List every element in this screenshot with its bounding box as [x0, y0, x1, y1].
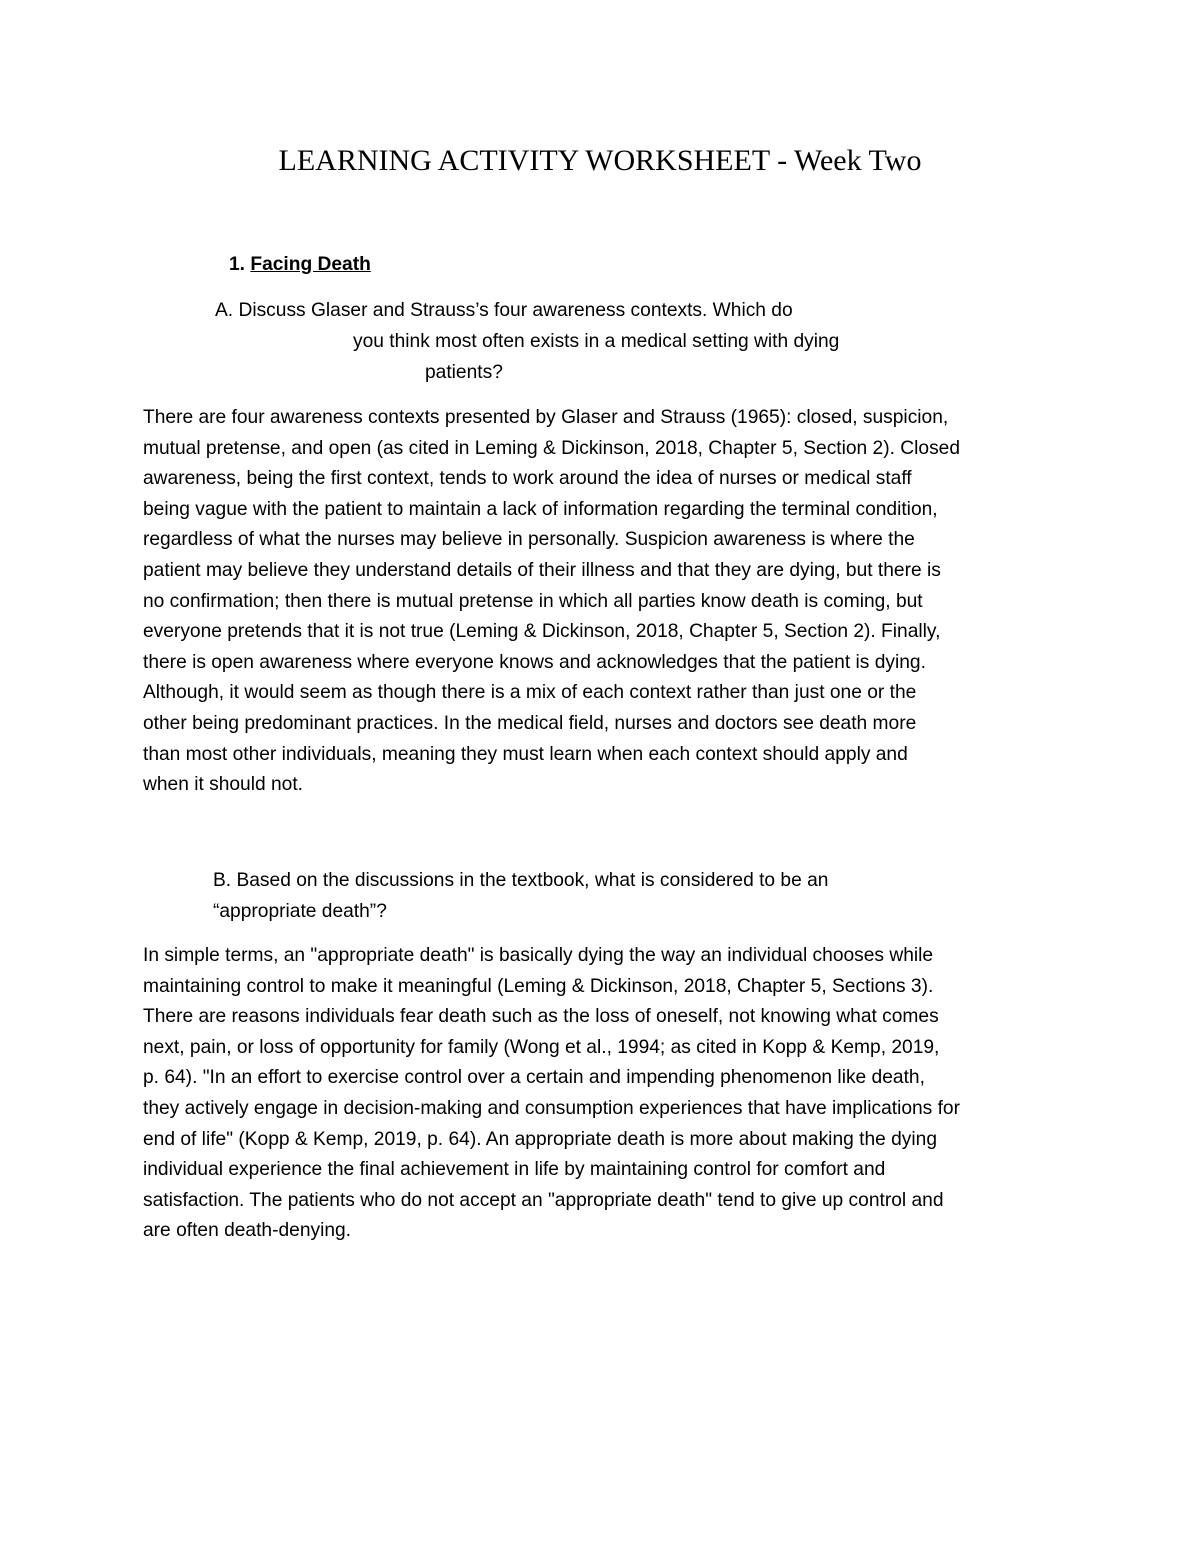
answer-a-line: Although, it would seem as though there is a mix of each context rather than just one or the [143, 682, 917, 704]
answer-a-line: regardless of what the nurses may believe in personally. Suspicion awareness is where the [143, 529, 915, 551]
answer-b-line: p. 64). "In an effort to exercise control over a certain and impending phenomenon like death, [143, 1067, 925, 1089]
answer-a-line: awareness, being the first context, tends to work around the idea of nurses or medical staff [143, 468, 912, 490]
answer-a-line: there is open awareness where everyone knows and acknowledges that the patient is dying. [143, 651, 926, 673]
answer-a-line: other being predominant practices. In the medical field, nurses and doctors see death more [143, 712, 917, 734]
answer-a-line: no confirmation; then there is mutual pretense in which all parties know death is coming, but [143, 590, 923, 612]
answer-a-line: mutual pretense, and open (as cited in Leming & Dickinson, 2018, Chapter 5, Section 2). Closed [143, 437, 961, 459]
answer-b-line: they actively engage in decision-making and consumption experiences that have implications for [143, 1097, 960, 1119]
section-heading [229, 250, 371, 281]
answer-b-line: In simple terms, an "appropriate death" is basically dying the way an individual chooses while [143, 945, 934, 966]
answer-b-line: satisfaction. The patients who do not accept an "appropriate death" tend to give up control and [143, 1189, 944, 1211]
page-title: LEARNING ACTIVITY WORKSHEET - Week Two [278, 144, 922, 177]
answer-a-paragraph [143, 403, 1073, 801]
answer-a-line: when it should not. [143, 774, 304, 796]
question-a-line: you think most often exists in a medical setting with dying [353, 331, 840, 352]
section-number: 1. [229, 254, 246, 275]
answer-b-line: are often death-denying. [143, 1220, 352, 1242]
answer-a-line: everyone pretends that it is not true (Leming & Dickinson, 2018, Chapter 5, Section 2). Finally, [143, 621, 941, 643]
answer-b-line: next, pain, or loss of opportunity for family (Wong et al., 1994; as cited in Kopp & Kemp, 2019, [143, 1036, 940, 1058]
answer-b-line: maintaining control to make it meaningful (Leming & Dickinson, 2018, Chapter 5, Sections 3). [143, 975, 934, 997]
answer-b-line: end of life" (Kopp & Kemp, 2019, p. 64). An appropriate death is more about making the dying [143, 1128, 937, 1150]
question-b-line: “appropriate death”? [213, 901, 387, 922]
answer-a-line: patient may believe they understand details of their illness and that they are dying, but there is [143, 559, 941, 581]
answer-a-line: being vague with the patient to maintain a lack of information regarding the terminal condition, [143, 498, 938, 520]
answer-a-line: than most other individuals, meaning they must learn when each context should apply and [143, 743, 908, 765]
answer-b-line: individual experience the final achievement in life by maintaining control for comfort and [143, 1159, 886, 1181]
section-label: Facing Death [250, 254, 371, 275]
question-a-line: A. Discuss Glaser and Strauss’s four awareness contexts. Which do [215, 300, 793, 321]
answer-a-line: There are four awareness contexts presented by Glaser and Strauss (1965): closed, suspicion, [143, 407, 949, 428]
answer-b-paragraph [143, 941, 1073, 1247]
question-a-line: patients? [425, 362, 503, 383]
answer-b-line: There are reasons individuals fear death such as the loss of oneself, not knowing what comes [143, 1006, 939, 1028]
question-b-line: B. Based on the discussions in the textbook, what is considered to be an [213, 870, 829, 891]
